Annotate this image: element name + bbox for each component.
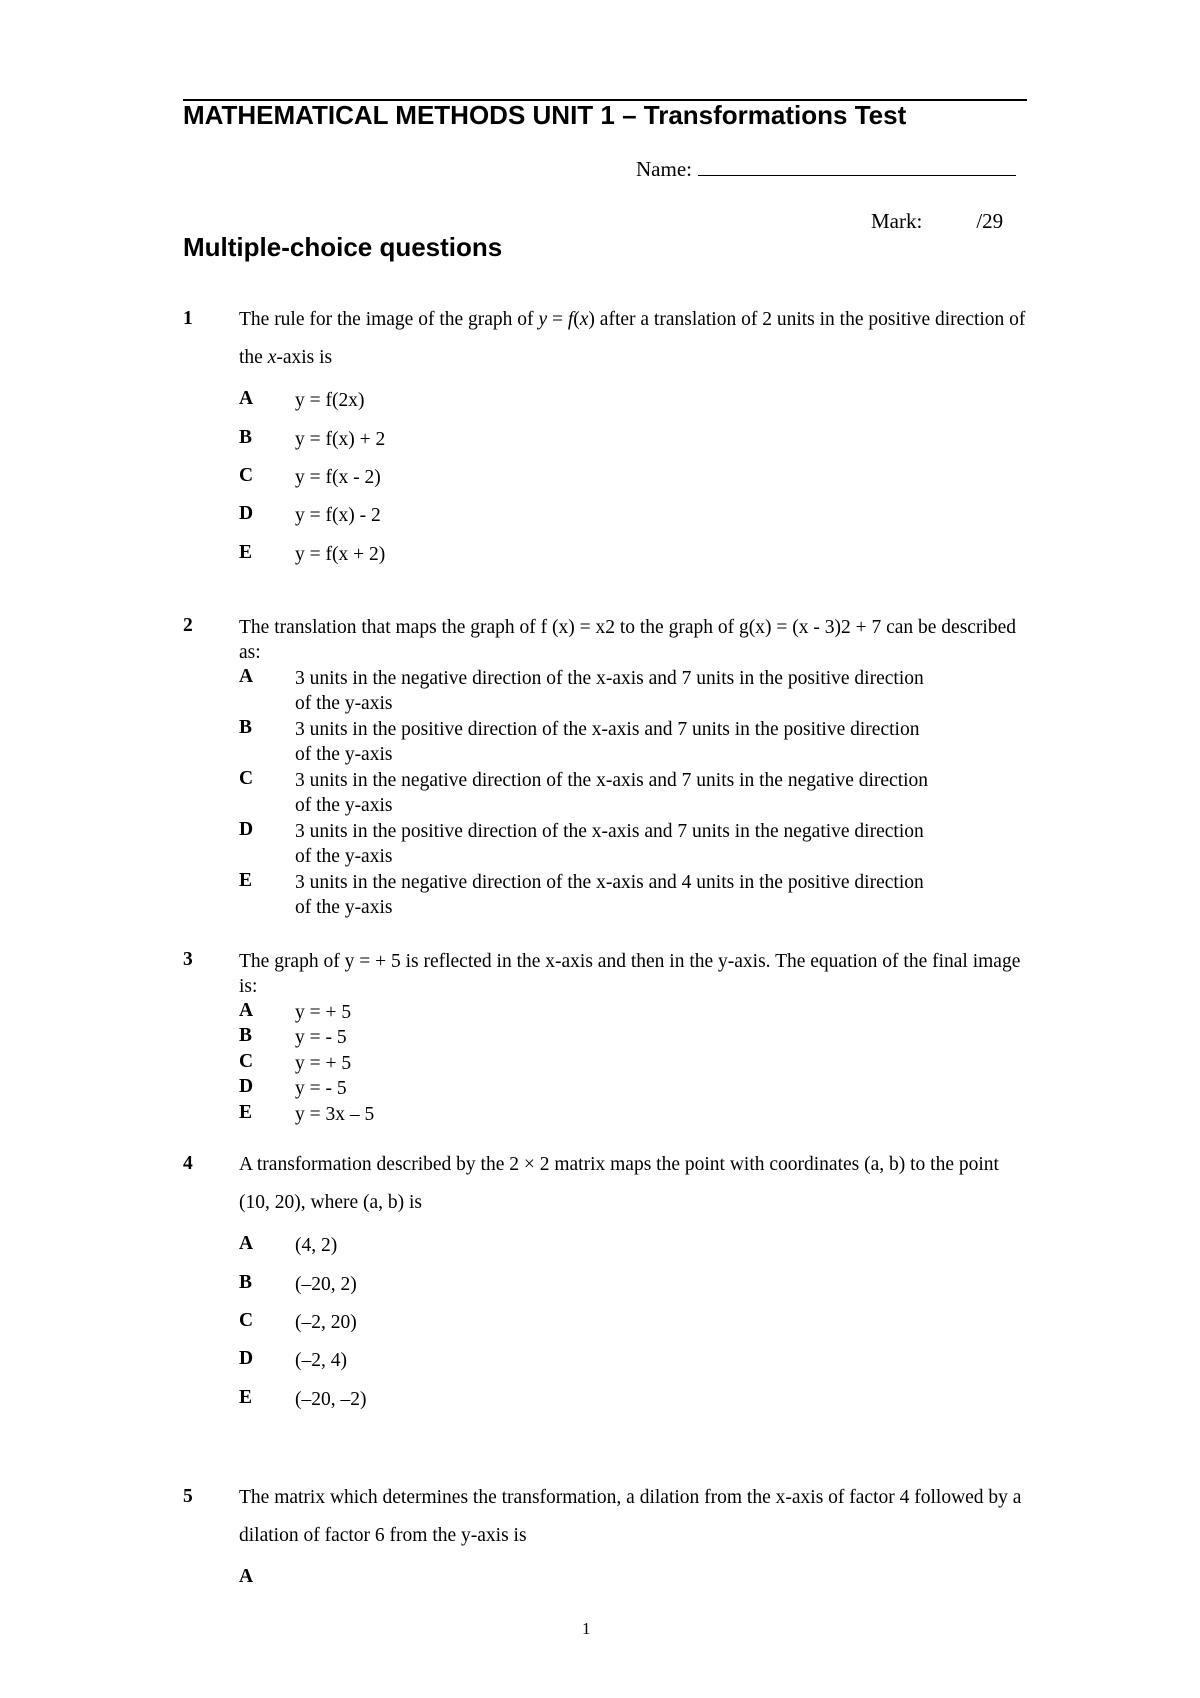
option-letter: C <box>239 465 254 486</box>
option-letter: A <box>239 1233 254 1254</box>
option-letter: B <box>239 1272 253 1293</box>
question-number: 4 <box>183 1153 193 1174</box>
option-text <box>295 717 1028 767</box>
option-line: of the y-axis <box>295 795 393 816</box>
option-text: y = + 5 <box>295 1053 352 1074</box>
option-letter: D <box>239 1348 254 1369</box>
option-text <box>295 666 1028 716</box>
option-text: y = - 5 <box>295 1078 347 1099</box>
option-text: y = f(x) + 2 <box>295 429 386 450</box>
option-letter: E <box>239 542 253 563</box>
text-run: y <box>538 309 548 330</box>
option-text <box>295 819 1028 869</box>
text-run: -axis is <box>276 347 333 368</box>
text-run: f <box>567 309 574 330</box>
question-number: 1 <box>183 308 193 329</box>
option-letter: E <box>239 1387 253 1408</box>
option-letter: D <box>239 819 254 840</box>
question-number: 5 <box>183 1486 193 1507</box>
option-letter: A <box>239 666 254 687</box>
option-text: (–2, 20) <box>295 1312 357 1333</box>
option-letter: C <box>239 1310 254 1331</box>
option-text: (–2, 4) <box>295 1350 347 1371</box>
mark-total: /29 <box>976 209 1004 233</box>
option-letter: B <box>239 717 253 738</box>
question-text: The translation that maps the graph of f (x) = x2 to the graph of g(x) = (x - 3)2 + 7 can be described as: <box>239 617 1017 663</box>
option-line: of the y-axis <box>295 744 393 765</box>
option-text: (–20, 2) <box>295 1274 357 1295</box>
option-line: 3 units in the negative direction of the x-axis and 4 units in the positive direction <box>295 872 924 893</box>
option-text: y = f(x + 2) <box>295 544 386 565</box>
name-row <box>636 153 1016 182</box>
option-letter: B <box>239 427 253 448</box>
option-line: of the y-axis <box>295 846 393 867</box>
option-letter: B <box>239 1025 253 1046</box>
text-run: x <box>267 347 277 368</box>
option-text: y = 3x – 5 <box>295 1104 375 1125</box>
option-letter: E <box>239 870 253 891</box>
page-number: 1 <box>582 1619 591 1638</box>
question-text: The matrix which determines the transformation, a dilation from the x-axis of factor 4 followed by a dilation of factor 6 from the y-axis is <box>239 1487 1022 1546</box>
question-number: 3 <box>183 949 193 970</box>
question-text: A transformation described by the 2 × 2 matrix maps the point with coordinates (a, b) to the point (10, 20), where (a, b) is <box>239 1154 999 1213</box>
test-title: MATHEMATICAL METHODS UNIT 1 – Transformations Test <box>183 100 907 130</box>
question-number: 2 <box>183 615 193 636</box>
option-line: 3 units in the positive direction of the x-axis and 7 units in the negative direction <box>295 821 924 842</box>
text-run: The rule for the image of the graph of <box>239 309 539 330</box>
text-run: ) after a translation of 2 units in the positive direction of the <box>239 309 1026 368</box>
question-text <box>239 301 1028 377</box>
option-text: y = + 5 <box>295 1002 352 1023</box>
option-line: 3 units in the negative direction of the x-axis and 7 units in the negative direction <box>295 770 929 791</box>
option-letter: C <box>239 768 254 789</box>
option-text <box>295 870 1028 920</box>
name-blank-line[interactable] <box>698 153 1016 176</box>
option-letter: A <box>239 1566 254 1587</box>
option-text: y = - 5 <box>295 1027 347 1048</box>
text-run: ( <box>573 309 580 330</box>
name-label: Name: <box>636 157 692 181</box>
option-letter: A <box>239 1000 254 1021</box>
option-letter: D <box>239 503 254 524</box>
option-line: 3 units in the positive direction of the x-axis and 7 units in the positive direction <box>295 719 920 740</box>
option-text: y = f(2x) <box>295 390 365 411</box>
option-text: (4, 2) <box>295 1235 338 1256</box>
text-run: x <box>579 309 589 330</box>
section-title: Multiple-choice questions <box>183 232 503 262</box>
option-line: of the y-axis <box>295 897 393 918</box>
option-text: y = f(x - 2) <box>295 467 381 488</box>
option-line: of the y-axis <box>295 693 393 714</box>
option-text: (–20, –2) <box>295 1389 367 1410</box>
option-letter: A <box>239 388 254 409</box>
option-letter: C <box>239 1051 254 1072</box>
option-text <box>295 768 1028 818</box>
option-text: y = f(x) - 2 <box>295 505 381 526</box>
mark-label: Mark: <box>871 209 923 233</box>
mark-row <box>871 209 1003 234</box>
option-letter: E <box>239 1102 253 1123</box>
option-letter: D <box>239 1076 254 1097</box>
text-run: = <box>547 309 568 330</box>
option-line: 3 units in the negative direction of the x-axis and 7 units in the positive direction <box>295 668 924 689</box>
question-text: The graph of y = + 5 is reflected in the x-axis and then in the y-axis. The equation of the final image is: <box>239 951 1021 997</box>
